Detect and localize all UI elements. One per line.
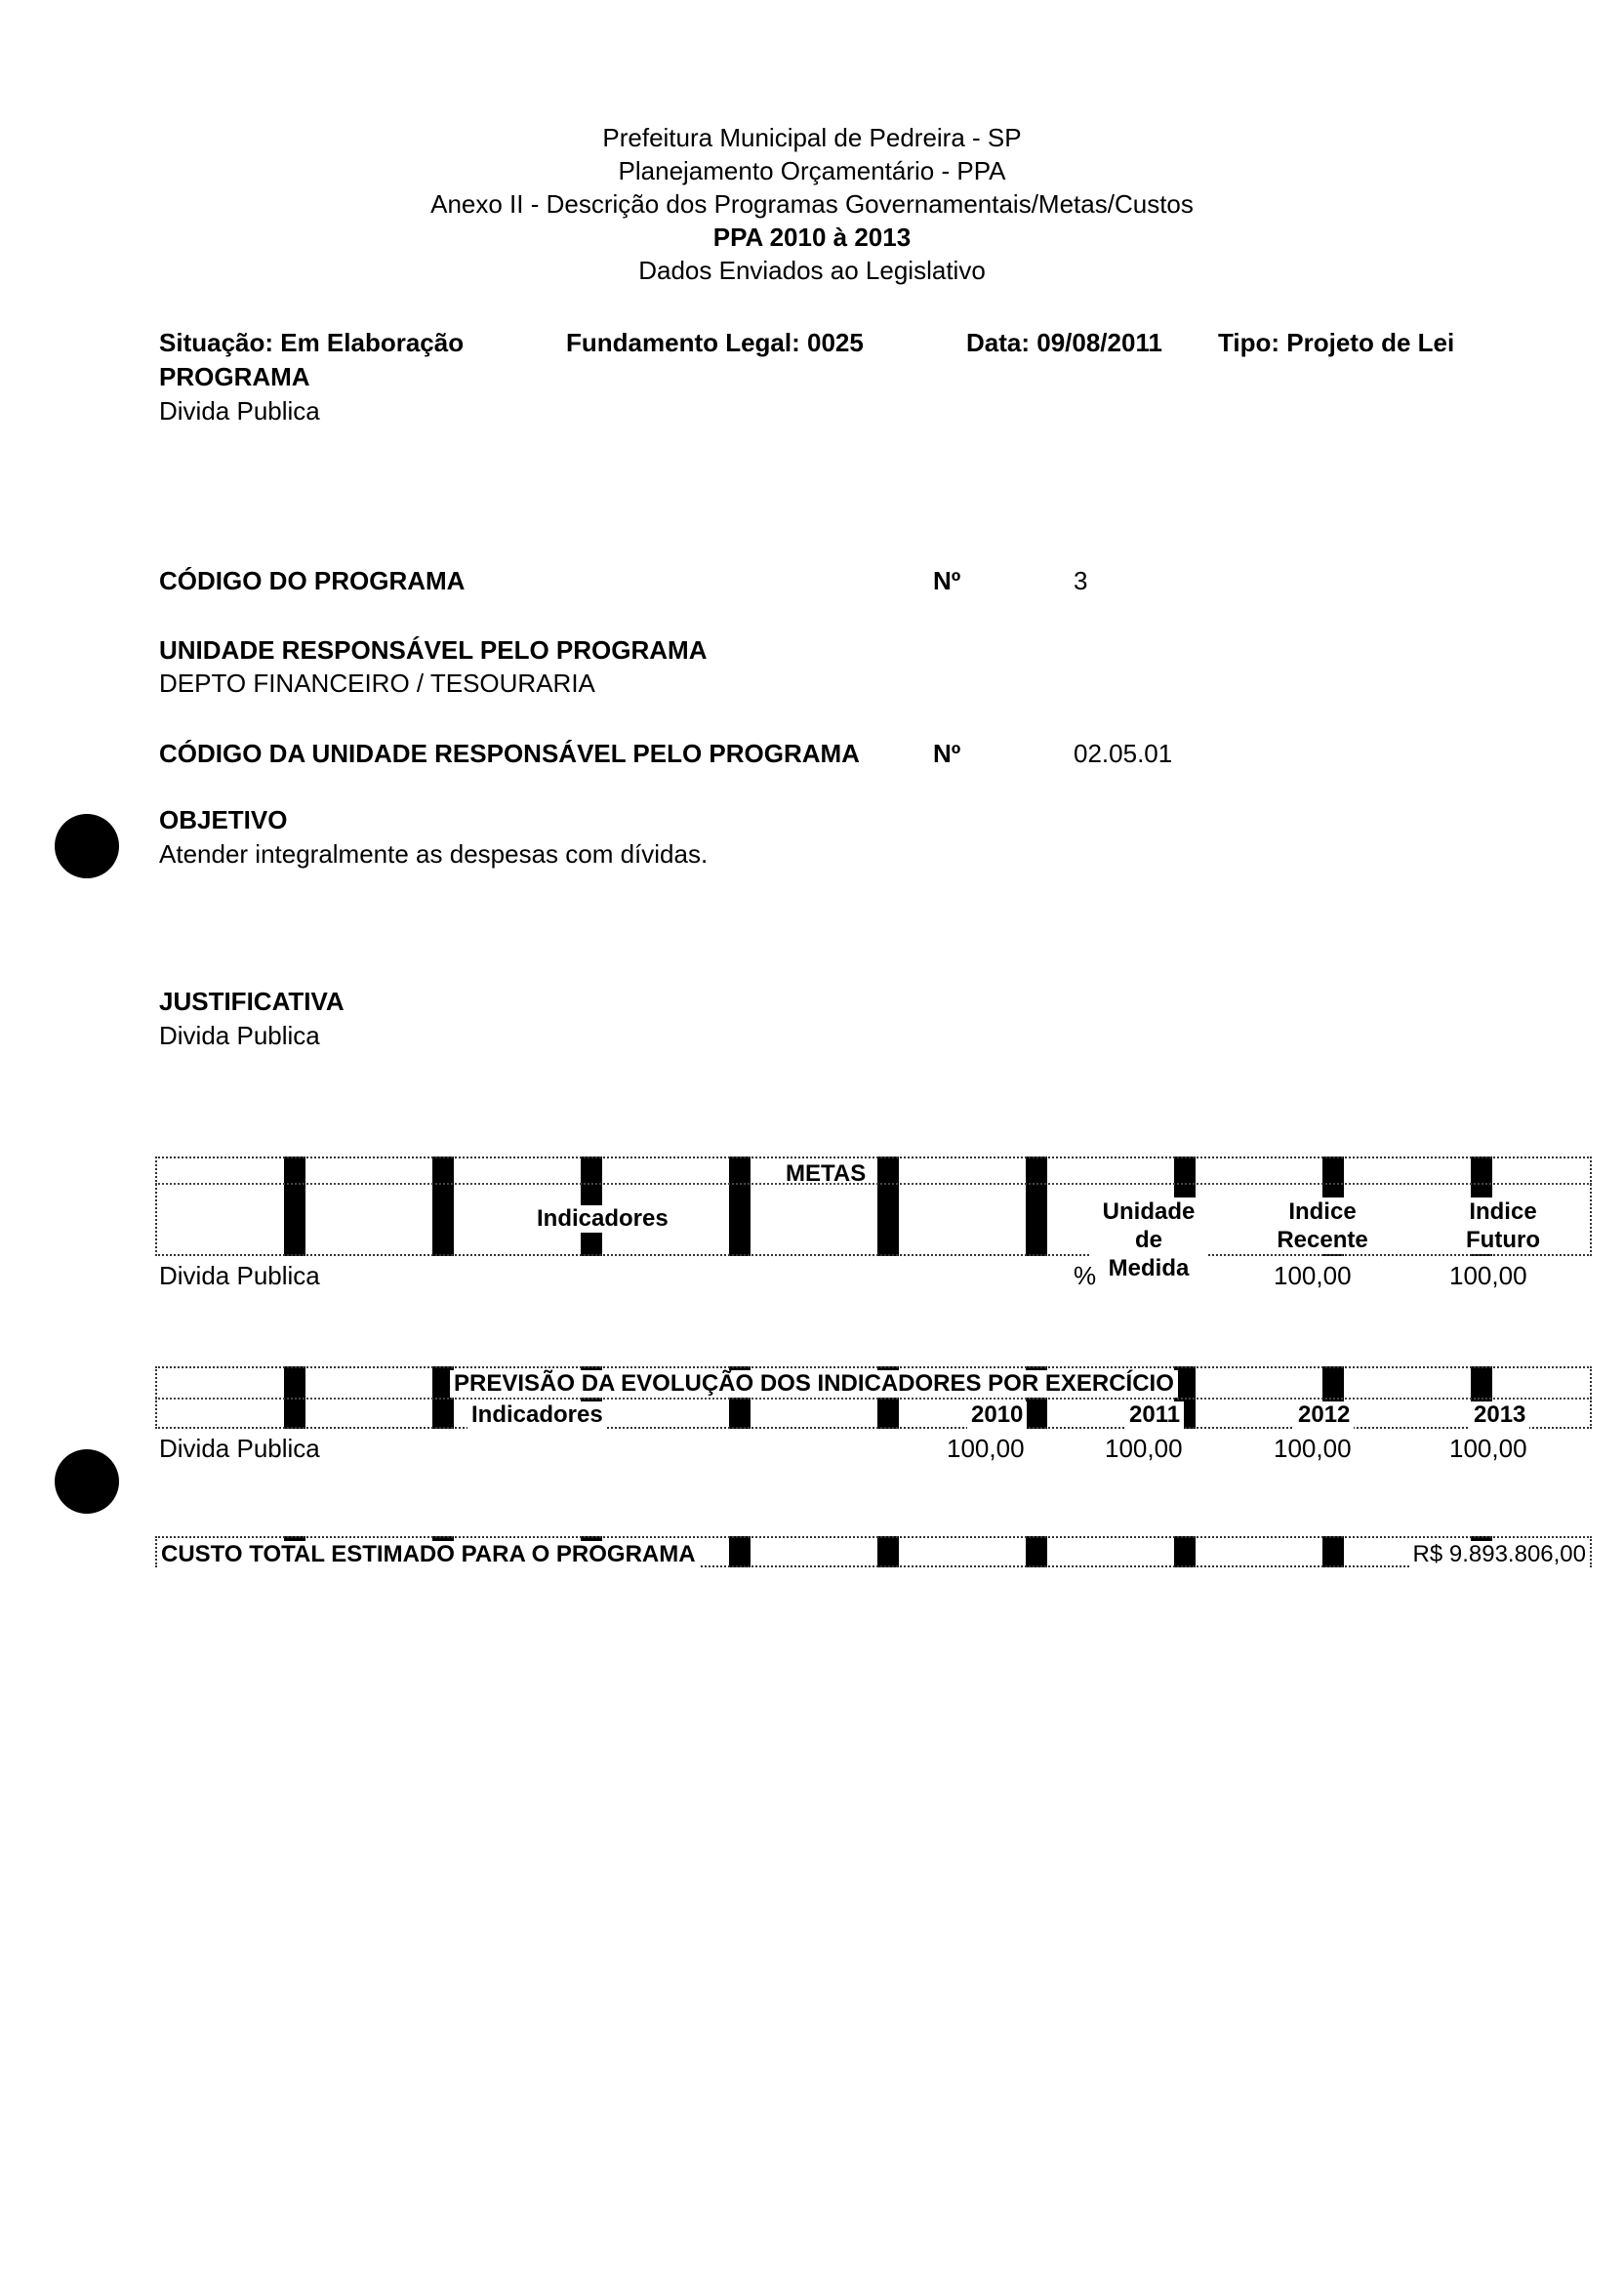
metas-col-indice-recente (1270, 1197, 1375, 1254)
previsao-divider (155, 1398, 1592, 1400)
metas-col-futuro-line2: Futuro (1466, 1227, 1540, 1253)
metas-divider (155, 1183, 1592, 1185)
previsao-row-2011: 100,00 (1105, 1434, 1183, 1463)
punch-hole-dot (55, 814, 119, 878)
previsao-row-2013: 100,00 (1449, 1434, 1527, 1463)
metas-row-unidade: % (1074, 1261, 1097, 1290)
metas-col-unidade (1091, 1197, 1206, 1282)
metas-col-indice-futuro (1455, 1197, 1551, 1254)
header-subtitle: Dados Enviados ao Legislativo (638, 256, 986, 285)
situacao: Situação: Em Elaboração (159, 328, 465, 357)
previsao-col-indicadores: Indicadores (467, 1401, 607, 1429)
unidade-value: DEPTO FINANCEIRO / TESOURARIA (159, 669, 595, 698)
justificativa-label: JUSTIFICATIVA (159, 987, 345, 1016)
codigo-unidade-label: CÓDIGO DA UNIDADE RESPONSÁVEL PELO PROGRAMA (159, 739, 860, 768)
previsao-row-indicador: Divida Publica (159, 1434, 320, 1463)
previsao-title: PREVISÃO DA EVOLUÇÃO DOS INDICADORES POR EXERCÍCIO (450, 1370, 1178, 1398)
metas-row-recente: 100,00 (1274, 1261, 1352, 1290)
codigo-programa-value: 3 (1074, 566, 1088, 595)
header-ppa-period: PPA 2010 à 2013 (712, 223, 912, 252)
metas-col-indicadores: Indicadores (533, 1205, 672, 1233)
header-planning: Planejamento Orçamentário - PPA (618, 156, 1006, 185)
codigo-programa-no: Nº (933, 566, 961, 595)
previsao-col-2012: 2012 (1294, 1401, 1354, 1429)
previsao-col-2011: 2011 (1125, 1401, 1184, 1429)
header-municipality: Prefeitura Municipal de Pedreira - SP (602, 123, 1022, 152)
objetivo-value: Atender integralmente as despesas com dívidas. (159, 839, 709, 869)
codigo-unidade-no: Nº (933, 739, 961, 768)
tipo: Tipo: Projeto de Lei (1218, 328, 1455, 357)
punch-hole-dot (55, 1449, 119, 1514)
justificativa-value: Divida Publica (159, 1021, 320, 1050)
codigo-programa-label: CÓDIGO DO PROGRAMA (159, 566, 466, 595)
unidade-label: UNIDADE RESPONSÁVEL PELO PROGRAMA (159, 635, 708, 665)
objetivo-label: OBJETIVO (159, 805, 288, 834)
custo-total-bar (155, 1536, 1592, 1567)
previsao-col-2010: 2010 (967, 1401, 1027, 1429)
metas-title: METAS (782, 1160, 870, 1188)
metas-col-unidade-line2: de Medida (1108, 1227, 1190, 1281)
metas-row-indicador: Divida Publica (159, 1261, 320, 1290)
programa-value: Divida Publica (159, 396, 320, 426)
fundamento-legal: Fundamento Legal: 0025 (566, 328, 864, 357)
header-annex: Anexo II - Descrição dos Programas Governamentais/Metas/Custos (430, 189, 1194, 219)
codigo-unidade-value: 02.05.01 (1074, 739, 1173, 768)
metas-row-futuro: 100,00 (1449, 1261, 1527, 1290)
custo-total-value: R$ 9.893.806,00 (1409, 1541, 1590, 1568)
metas-col-futuro-line1: Indice (1469, 1198, 1537, 1225)
previsao-row-2012: 100,00 (1274, 1434, 1352, 1463)
data: Data: 09/08/2011 (966, 328, 1162, 357)
metas-col-recente-line1: Indice (1288, 1198, 1357, 1225)
previsao-row-2010: 100,00 (947, 1434, 1025, 1463)
custo-total-label: CUSTO TOTAL ESTIMADO PARA O PROGRAMA (157, 1541, 700, 1568)
metas-col-unidade-line1: Unidade (1102, 1198, 1196, 1225)
previsao-col-2013: 2013 (1470, 1401, 1529, 1429)
programa-label: PROGRAMA (159, 362, 310, 391)
metas-col-recente-line2: Recente (1277, 1227, 1368, 1253)
